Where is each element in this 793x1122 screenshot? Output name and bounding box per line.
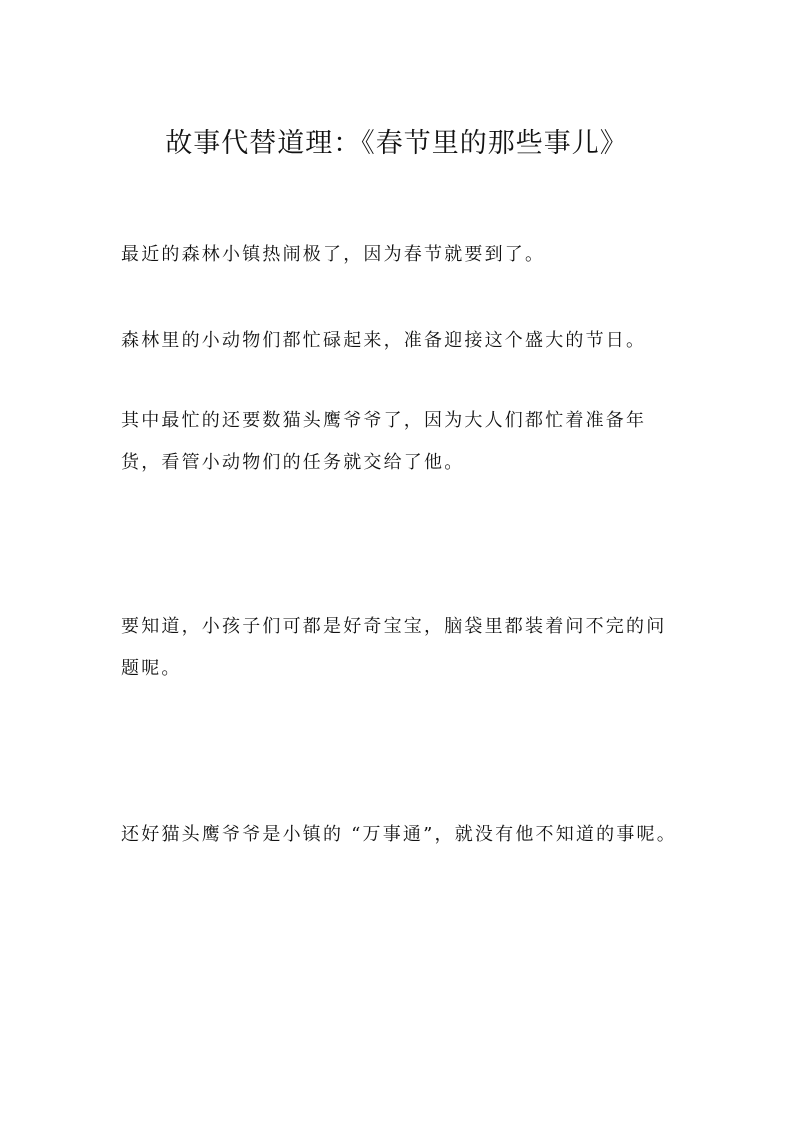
- paragraph-1: 最近的森林小镇热闹极了，因为春节就要到了。: [121, 244, 546, 265]
- paragraph-2: 森林里的小动物们都忙碌起来，准备迎接这个盛大的节日。: [121, 330, 647, 351]
- paragraph-4: 要知道，小孩子们可都是好奇宝宝，脑袋里都装着问不完的问题呢。: [121, 616, 667, 679]
- paragraph-5: 还好猫头鹰爷爷是小镇的 “万事通”，就没有他不知道的事呢。: [121, 824, 677, 845]
- page-title: 故事代替道理：《春节里的那些事儿》: [165, 128, 628, 159]
- paragraph-3: 其中最忙的还要数猫头鹰爷爷了，因为大人们都忙着准备年货，看管小动物们的任务就交给了他。: [121, 410, 647, 473]
